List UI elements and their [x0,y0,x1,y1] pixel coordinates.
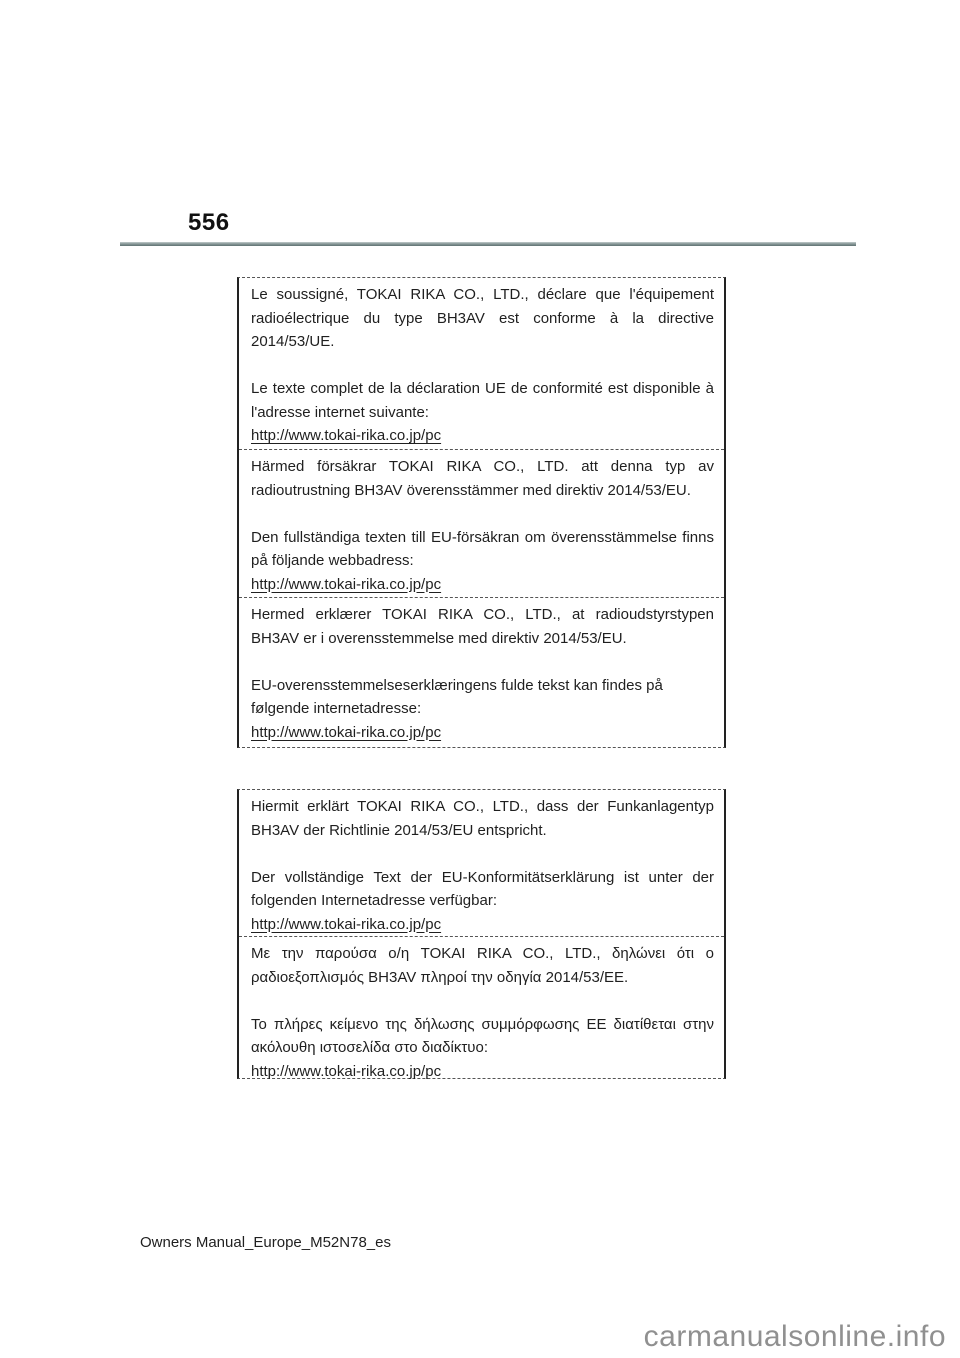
declaration-section-french [239,278,724,450]
declaration-note-french: Le texte complet de la déclaration UE de conformité est disponible à l'adresse internet suivante: [251,380,714,421]
declaration-text-swedish: Härmed försäkrar TOKAI RIKA CO., LTD. att denna typ av radioutrustning BH3AV överensstämmer med direktiv 2014/53/EU. [251,458,714,499]
declaration-box-group-1 [237,277,726,748]
declaration-url-french: http://www.tokai-rika.co.jp/pc [251,427,442,444]
page-number: 556 [188,209,230,236]
document-footer: Owners Manual_Europe_M52N78_es [140,1234,391,1251]
declaration-url-greek: http://www.tokai-rika.co.jp/pc [251,1062,442,1079]
declaration-text-danish: Hermed erklærer TOKAI RIKA CO., LTD., at radioudstyrstypen BH3AV er i overensstemmelse med direktiv 2014/53/EU. [251,606,714,647]
declaration-text-german: Hiermit erklärt TOKAI RIKA CO., LTD., dass der Funkanlagentyp BH3AV der Richtlinie 2014/53/EU entspricht. [251,798,714,839]
header-rule [120,242,856,246]
declaration-url-swedish: http://www.tokai-rika.co.jp/pc [251,575,442,593]
declaration-text-french: Le soussigné, TOKAI RIKA CO., LTD., déclare que l'équipement radioélectrique du type BH3AV est conforme à la directive 2014/53/UE. [251,286,714,350]
declaration-section-greek [239,937,724,1079]
declaration-note-danish: EU-overensstemmelseserklæringens fulde tekst kan findes på følgende internetadresse: [251,676,663,717]
declaration-section-swedish [239,450,724,598]
declaration-url-danish: http://www.tokai-rika.co.jp/pc [251,723,442,741]
declaration-section-danish [239,598,724,748]
declaration-note-swedish: Den fullständiga texten till EU-försäkran om överensstämmelse finns på följande webbadress: [251,528,714,569]
declaration-section-german [239,790,724,937]
declaration-text-greek: Με την παρούσα ο/η TOKAI RIKA CO., LTD., δηλώνει ότι ο ραδιοεξοπλισμός BH3AV πληροί την οδηγία 2014/53/ΕΕ. [251,945,714,986]
declaration-note-german: Der vollständige Text der EU-Konformitätserklärung ist unter der folgenden Internetadresse verfügbar: [251,868,714,909]
watermark: carmanualsonline.info [643,1320,946,1353]
declaration-note-greek: Το πλήρες κείμενο της δήλωσης συμμόρφωσης ΕΕ διατίθεται στην ακόλουθη ιστοσελίδα στο διαδίκτυο: [251,1015,714,1056]
declaration-url-german: http://www.tokai-rika.co.jp/pc [251,915,442,933]
declaration-box-group-2 [237,789,726,1079]
